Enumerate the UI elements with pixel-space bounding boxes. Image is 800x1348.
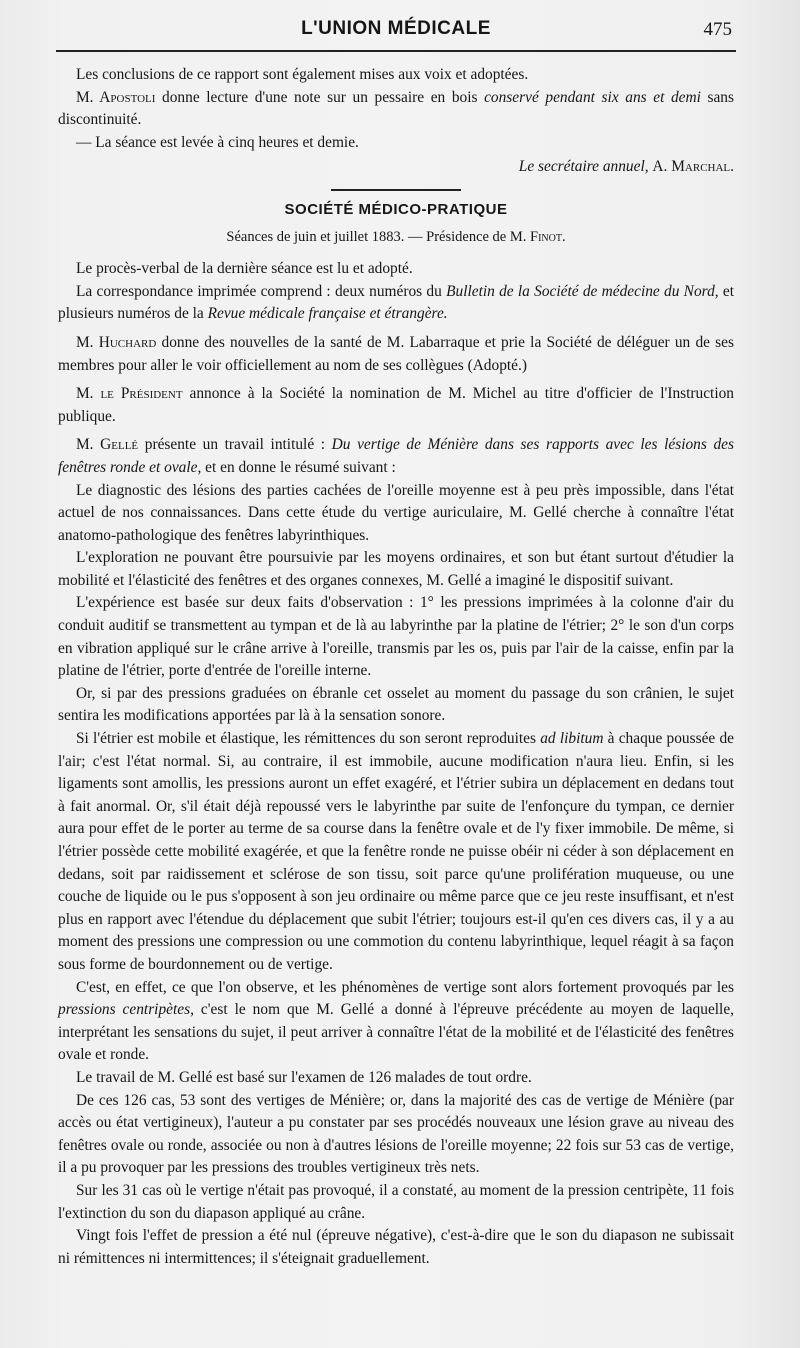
paragraph-text: sans discontinuité. (58, 88, 734, 129)
section-divider (331, 189, 461, 191)
paragraph-text: annonce à la Société la nomination de M. Michel au titre d'officier de l'Instruction publique. (58, 385, 734, 425)
paragraph-conclusions: Les conclusions de ce rapport sont également mises aux voix et adoptées. (76, 66, 529, 83)
paragraph-correspondance (58, 281, 734, 326)
paragraph-text: C'est, en effet, ce que l'on observe, et les phénomènes de vertige sont alors fortement provoqués par les (76, 978, 734, 996)
president-name: Finot. (530, 228, 566, 245)
paragraph-experience: L'expérience est basée sur deux faits d'observation : 1° les pressions imprimées à la colonne d'air du conduit auditif se transmettent au tympan et de là au labyrinthe par la platine de l'étrier; 2° le son d'un corps en vibration appliqué sur le crâne arrive à l'oreille, transmis par les os, puis par l'air de la caisse, enfin par la platine de l'étrier, porte d'entrée de l'oreille interne. (58, 594, 734, 680)
paragraph-closing: — La séance est levée à cinq heures et demie. (76, 133, 359, 151)
paragraph-text: c'est le nom que M. Gellé a donné à l'épreuve précédente au moyen de laquelle, interprétant les sensations du sujet, il peut arriver à connaître l'état de la mobilité et de l'élasticité des fenêtres ovale et ronde. (58, 1001, 735, 1064)
signature (58, 156, 734, 179)
section-subtitle (58, 226, 734, 249)
paragraph-text: présente un travail intitulé : (138, 436, 332, 454)
page-number: 475 (703, 19, 732, 40)
paragraph-pressions: Or, si par des pressions graduées on ébranle cet osselet au moment du passage du son crânien, le sujet sentira les modifications apportées par là à la sensation sonore. (58, 684, 734, 725)
speaker-name: M. Huchard (76, 333, 157, 351)
italic-text: Bulletin de la Société de médecine du Nord, (446, 282, 719, 300)
paragraph-huchard (58, 332, 734, 377)
italic-text: ad libitum (540, 730, 604, 748)
speaker-name: M. Apostoli (76, 88, 156, 106)
paragraph-travail: Le travail de M. Gellé est basé sur l'examen de 126 malades de tout ordre. (76, 1068, 532, 1086)
italic-text: Du vertige de Ménière dans ses rapports avec les lésions des fenêtres ronde et ovale, (58, 436, 734, 476)
speaker-name: M. le Président (76, 385, 183, 403)
paragraph-text: La correspondance imprimée comprend : deux numéros du (76, 282, 447, 300)
paragraph-text: et en donne le résumé suivant : (201, 458, 396, 476)
page-header (62, 10, 730, 48)
article-body (58, 64, 734, 1270)
paragraph-exploration: L'exploration ne pouvant être poursuivie par les moyens ordinaires, et son but étant surtout d'étudier la mobilité et l'élasticité des fenêtres et des organes connexes, M. Gellé a imaginé le dispositif suivant. (58, 549, 734, 589)
signature-name: A. Marchal. (652, 158, 734, 176)
paragraph-apostoli (58, 87, 734, 132)
paragraph-text: donne lecture d'une note sur un pessaire en bois (155, 88, 485, 106)
italic-text: Revue médicale française et étrangère. (207, 305, 448, 323)
speaker-name: M. Gellé (76, 436, 139, 454)
paragraph-text: Si l'étrier est mobile et élastique, les rémittences du son seront reproduites (76, 730, 541, 748)
paragraph-president (58, 383, 734, 428)
paragraph-cas: De ces 126 cas, 53 sont des vertiges de Ménière; or, dans la majorité des cas de vertige de Ménière (par accès ou état vertigineux), l'auteur a pu constater par ses procédés nouveaux une lésion grave au niveau des fenêtres ovale ou ronde, associée ou non à d'autres lésions de l'oreille moyenne; 22 fois sur 53 cas de vertige, il a pu provoquer par les pressions des troubles vertigineux très nets. (58, 1091, 734, 1177)
paragraph-text: à chaque poussée de l'air; c'est l'état normal. Si, au contraire, il est immobile, aucune modification n'aura lieu. Enfin, si les ligaments sont amollis, les pressions auront un effet exagéré, et l'étrier subira un déplacement en dedans tout à fait anormal. Or, s'il était déjà repoussé vers le labyrinthe par suite de l'enfonçure du tympan, ce dernier aura pour effet de le porter au terme de sa course dans la fenêtre ovale et de l'y fixer immobile. De même, si l'étrier possède cette mobilité exagérée, et que la fenêtre ronde ne puisse obéir ni céder à son déplacement en dedans, soit par raidissement et sclérose de son tissu, soit parce qu'une prolifération muqueuse, ou une couche de liquide ou le pus s'opposent à son jeu ordinaire ou même parce que ce jeu reste insuffisant, et n'est plus en rapport avec l'étendue du déplacement que subit l'étrier; toujours est-il qu'en ces divers cas, il y a au moment des pressions une compression ou une commotion du contenu labyrinthique, lequel réagit à sa façon sous forme de bourdonnement ou de vertige. (58, 730, 734, 973)
italic-text: pressions centripètes, (58, 1001, 194, 1019)
paragraph-etrier (58, 728, 734, 977)
running-head: L'UNION MÉDICALE (301, 18, 491, 39)
paragraph-diagnostic: Le diagnostic des lésions des parties cachées de l'oreille moyenne est à peu près impossible, dans l'état actuel de nos connaissances. Dans cette étude du vertige auriculaire, M. Gellé cherche à connaître l'état anatomo-pathologique des fenêtres labyrinthiques. (58, 481, 734, 544)
paragraph-gelle (58, 434, 734, 479)
paragraph-text: donne des nouvelles de la santé de M. Labarraque et prie la Société de déléguer un de ses membres pour aller le voir officiellement au nom de ses collègues (Adopté.) (58, 333, 734, 374)
paragraph-proces-verbal: Le procès-verbal de la dernière séance est lu et adopté. (76, 260, 413, 278)
paragraph-observation (58, 977, 734, 1067)
italic-text: conservé pendant six ans et demi (484, 88, 701, 106)
paragraph-text: et plusieurs numéros de la (58, 282, 734, 323)
signature-role: Le secrétaire annuel, (518, 158, 653, 176)
paragraph-vingt-fois: Vingt fois l'effet de pression a été nul (épreuve négative), c'est-à-dire que le son du diapason ne subissait ni rémittences ni intermittences; il s'éteignait graduellement. (58, 1227, 734, 1267)
paragraph-sur-31-cas: Sur les 31 cas où le vertige n'était pas provoqué, il a constaté, au moment de la pression centripète, 11 fois l'extinction du son du diapason appliqué au crâne. (58, 1181, 734, 1222)
header-rule (56, 50, 736, 52)
subtitle-text: Séances de juin et juillet 1883. — Présidence de M. (226, 228, 531, 245)
section-title: SOCIÉTÉ MÉDICO-PRATIQUE (284, 200, 508, 218)
